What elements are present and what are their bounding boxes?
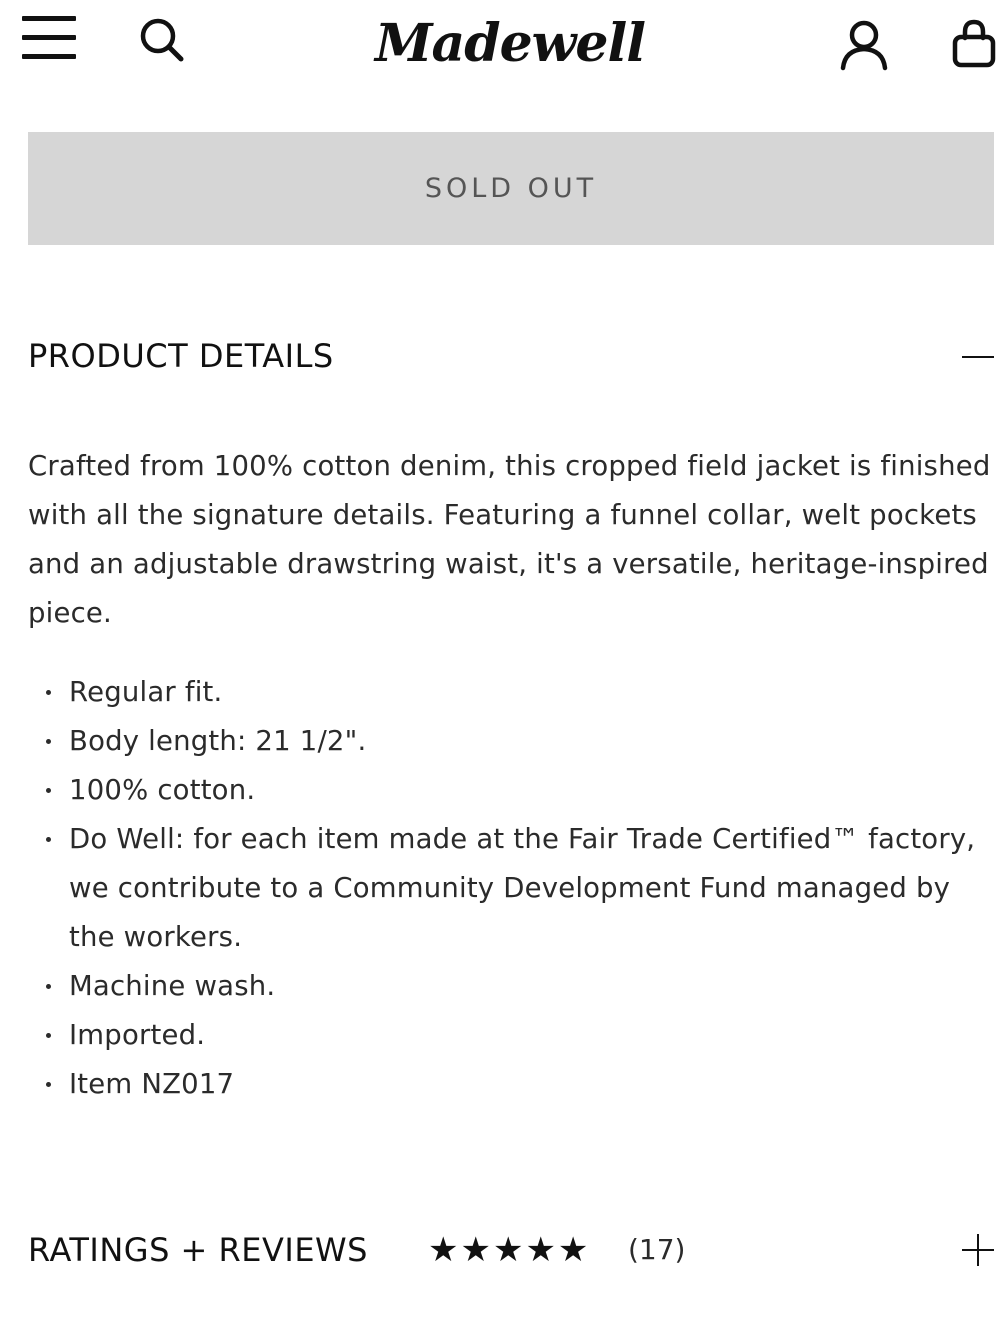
account-icon-svg	[838, 18, 890, 72]
list-item: Regular fit.	[28, 668, 978, 717]
list-item: Body length: 21 1/2".	[28, 717, 978, 766]
sold-out-button[interactable]: SOLD OUT	[28, 132, 994, 245]
product-description: Crafted from 100% cotton denim, this cropped field jacket is finished with all the signature details. Featuring a funnel collar, welt pockets and an adjustable drawstring waist, it's a versatile, heritage-inspired piece.	[28, 450, 991, 629]
review-count[interactable]: (17)	[628, 1233, 686, 1266]
product-details-title: PRODUCT DETAILS	[28, 337, 334, 375]
shopping-bag-icon[interactable]	[950, 18, 998, 70]
hamburger-menu-icon[interactable]	[22, 14, 76, 62]
list-item: Do Well: for each item made at the Fair Trade Certified™ factory, we contribute to a Community Development Fund managed by the workers.	[28, 815, 978, 962]
search-icon[interactable]	[138, 16, 186, 64]
list-item: Machine wash.	[28, 962, 978, 1011]
shopping-bag-icon-svg	[950, 18, 998, 70]
expand-plus-icon-vertical	[977, 1234, 979, 1266]
menu-bar	[22, 16, 76, 21]
product-details-list	[28, 668, 978, 1109]
account-icon[interactable]	[838, 18, 890, 72]
menu-bar	[22, 35, 76, 40]
search-icon-svg	[138, 16, 186, 64]
madewell-logo[interactable]: Madewell	[374, 13, 646, 74]
product-details-accordion-header[interactable]	[28, 326, 994, 386]
collapse-minus-icon[interactable]	[962, 356, 994, 358]
menu-bar	[22, 54, 76, 59]
rating-stars[interactable]	[428, 1220, 590, 1280]
list-item: 100% cotton.	[28, 766, 978, 815]
list-item: Imported.	[28, 1011, 978, 1060]
list-item: Item NZ017	[28, 1060, 978, 1109]
ratings-reviews-accordion-header[interactable]	[28, 1220, 994, 1280]
ratings-reviews-title: RATINGS + REVIEWS	[28, 1231, 368, 1269]
star-icon: ★★★★★	[428, 1231, 591, 1269]
site-header	[0, 0, 1000, 90]
